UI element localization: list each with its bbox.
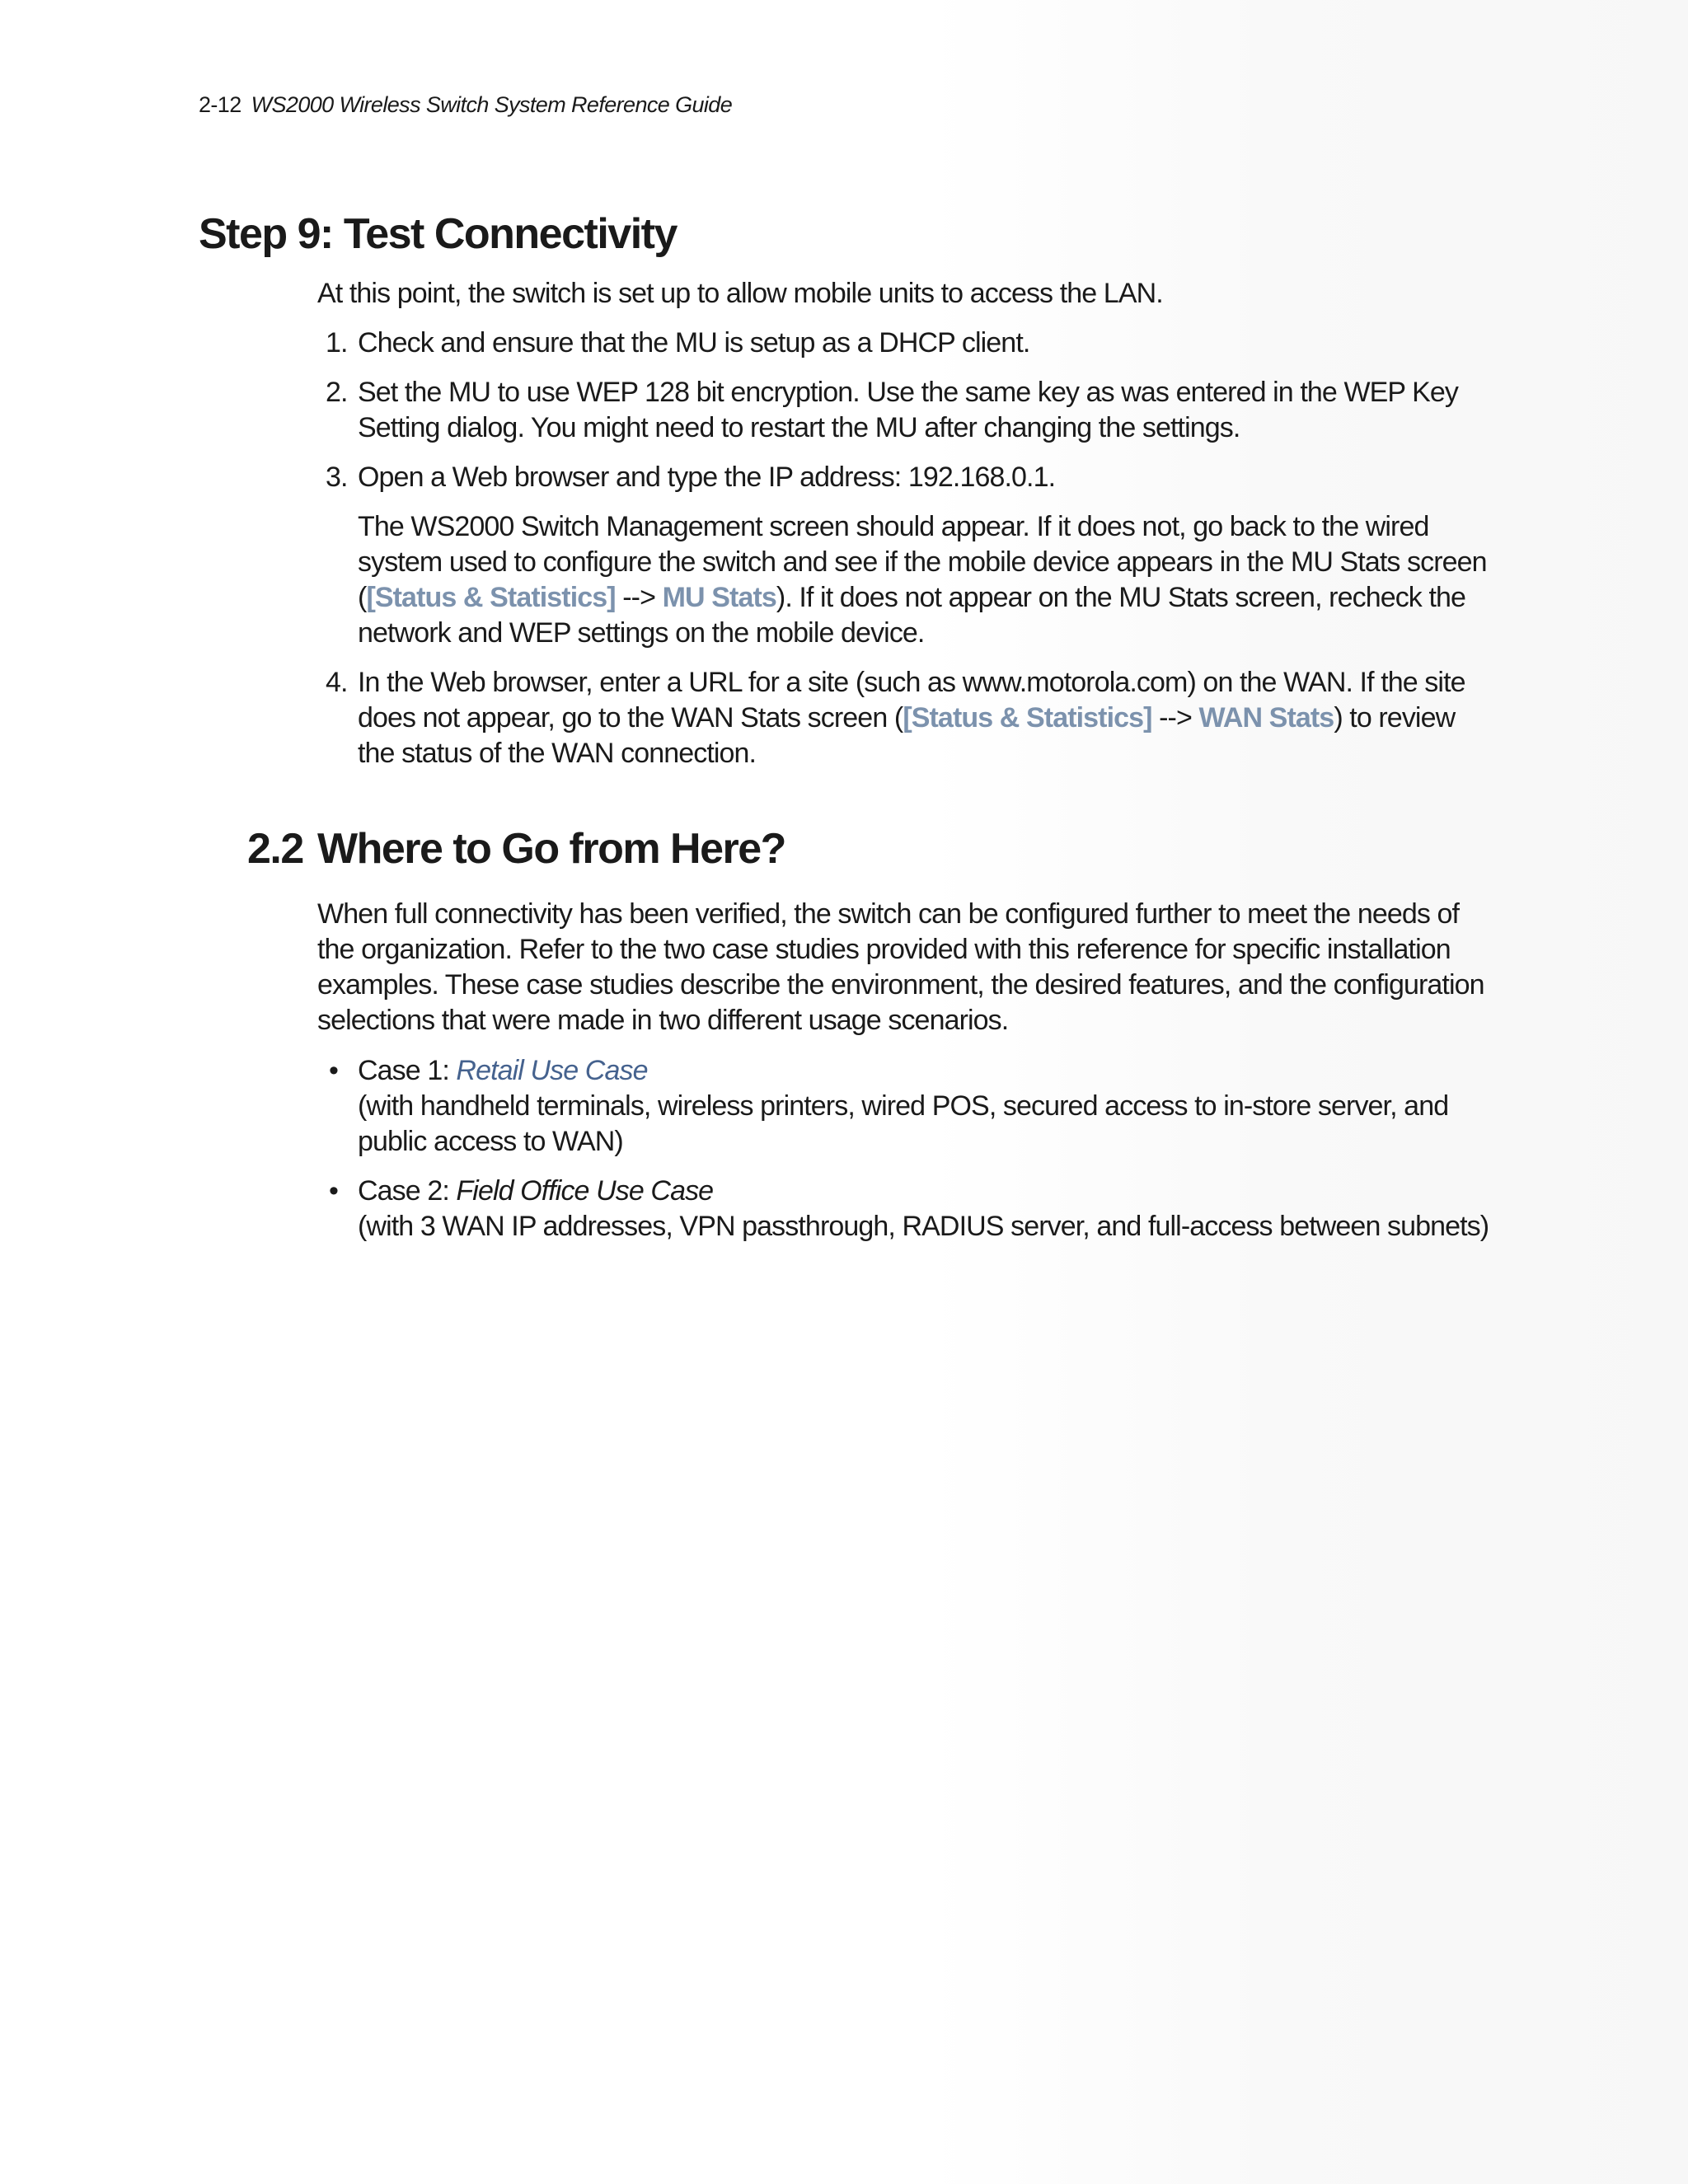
list-item [317, 1053, 1496, 1160]
guide-title: WS2000 Wireless Switch System Reference Guide [251, 92, 733, 117]
status-statistics-link[interactable]: [Status & Statistics] [903, 702, 1152, 733]
arrow-text: --> [615, 582, 663, 613]
list-item [317, 375, 1496, 446]
page-number: 2-12 [199, 92, 241, 117]
step-list [317, 326, 1496, 785]
list-item [317, 665, 1496, 771]
case-description: (with 3 WAN IP addresses, VPN passthrough, RADIUS server, and full-access between subnets) [358, 1211, 1489, 1242]
mu-stats-link[interactable]: MU Stats [662, 582, 776, 613]
bullet-icon: • [329, 1175, 339, 1207]
section-number: 2.2 [247, 825, 303, 873]
status-statistics-link[interactable]: [Status & Statistics] [366, 582, 616, 613]
wan-stats-link[interactable]: WAN Stats [1198, 702, 1334, 733]
item-note [358, 509, 1496, 651]
bullet-icon: • [329, 1055, 339, 1086]
note-text-pre: The WS2000 Switch Management screen should appear. If it does not, go back to the wired system used to configure the switch and see if the mobile device appears in the MU Stats screen ( [358, 511, 1487, 613]
retail-use-case-link[interactable]: Retail Use Case [456, 1055, 648, 1086]
case-label: Case 2: [358, 1175, 457, 1207]
item-text-post: ) to review the status of the WAN connection. [358, 702, 1456, 769]
item-number: 1. [326, 327, 348, 359]
section-heading [247, 824, 785, 874]
list-item [317, 460, 1496, 651]
item-text [358, 665, 1496, 771]
section-paragraph: When full connectivity has been verified, the switch can be configured further to meet the needs of the organization. Refer to the two case studies provided with this reference for specific installation examples. These case studies describe the environment, the desired features, and the configuration selections that were made in two different usage scenarios. [317, 898, 1484, 1036]
list-item [317, 1174, 1496, 1244]
item-text: Open a Web browser and type the IP address: 192.168.0.1. [358, 462, 1056, 493]
case-description: (with handheld terminals, wireless printers, wired POS, secured access to in-store server, and public access to WAN) [358, 1090, 1449, 1157]
step-intro: At this point, the switch is set up to allow mobile units to access the LAN. [317, 278, 1163, 309]
item-text: Check and ensure that the MU is setup as a DHCP client. [358, 327, 1030, 359]
note-text-post: ). If it does not appear on the MU Stats screen, recheck the network and WEP settings on the mobile device. [358, 582, 1466, 649]
field-office-use-case: Field Office Use Case [456, 1175, 714, 1207]
list-item [317, 326, 1496, 361]
item-number: 4. [326, 667, 348, 698]
section-title: Where to Go from Here? [317, 825, 785, 873]
arrow-text: --> [1151, 702, 1199, 733]
item-text: Set the MU to use WEP 128 bit encryption. Use the same key as was entered in the WEP Key Setting dialog. You might need to restart the MU after changing the settings. [358, 377, 1459, 443]
case-label: Case 1: [358, 1055, 457, 1086]
running-header [199, 92, 732, 118]
item-text-pre: In the Web browser, enter a URL for a site (such as www.motorola.com) on the WAN. If the site does not appear, go to the WAN Stats screen ( [358, 667, 1465, 733]
item-number: 3. [326, 462, 348, 493]
step-heading: Step 9: Test Connectivity [199, 210, 677, 258]
case-list [317, 1053, 1496, 1258]
item-number: 2. [326, 377, 348, 408]
